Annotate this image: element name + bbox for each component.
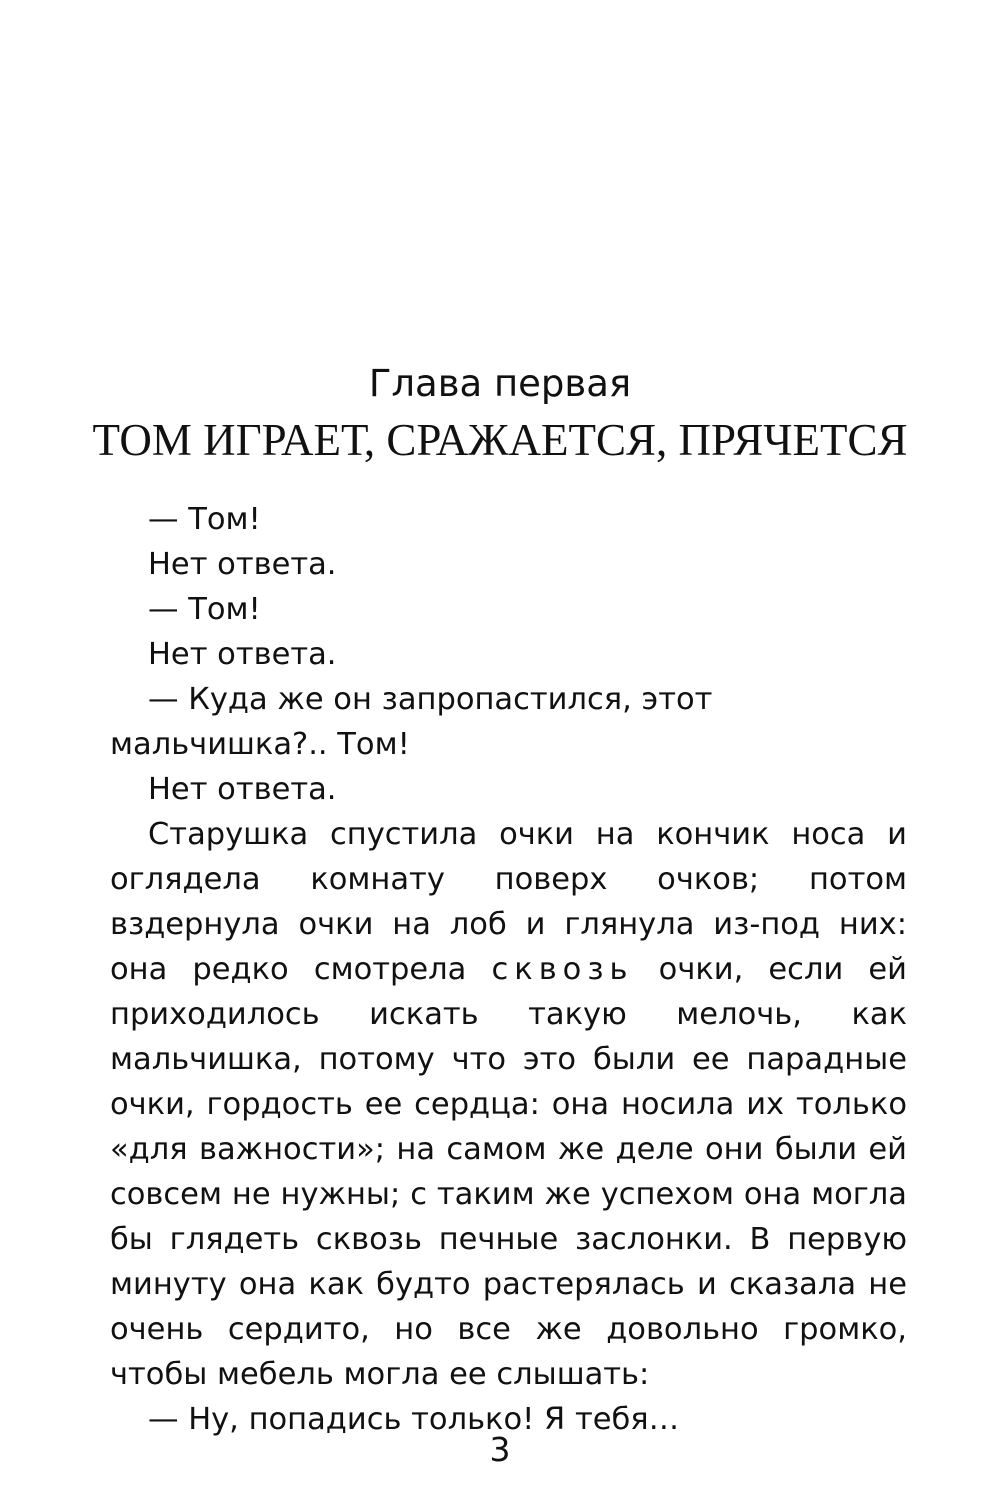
chapter-label: Глава первая (368, 362, 632, 405)
dialogue-line: — Ну, попадись только! Я тебя… (148, 1402, 680, 1437)
main-paragraph (110, 812, 907, 1397)
emphasis-word: сквозь (491, 952, 634, 987)
dialogue-line: — Куда же он запропастился, этот мальчишка?.. Том! (110, 682, 713, 762)
page-number: 3 (489, 1430, 511, 1469)
narration-line: Нет ответа. (148, 637, 337, 672)
dialogue-line: — Том! (148, 502, 261, 537)
narration-line: Нет ответа. (148, 772, 337, 807)
main-paragraph-part2: очки, если ей приходилось искать такую мелочь, как мальчишка, потому что это были ее парадные очки, гордость ее сердца: она носила их только «для важности»; на самом же деле они были ей совсем не нужны; с таким же успехом она могла бы глядеть сквозь печные заслонки. В первую минуту она как будто растерялась и сказала не очень сердито, но все же довольно громко, чтобы мебель могла ее слышать: (110, 952, 907, 1392)
narration-line: Нет ответа. (148, 547, 337, 582)
main-paragraph-part1: Старушка спустила очки на кончик носа и оглядела комнату поверх очков; потом вздернула очки на лоб и глянула из-под них: она редко смотрела (110, 817, 907, 987)
dialogue-line: — Том! (148, 592, 261, 627)
chapter-title: ТОМ ИГРАЕТ, СРАЖАЕТСЯ, ПРЯЧЕТСЯ (92, 415, 908, 465)
body-text (110, 497, 907, 1442)
